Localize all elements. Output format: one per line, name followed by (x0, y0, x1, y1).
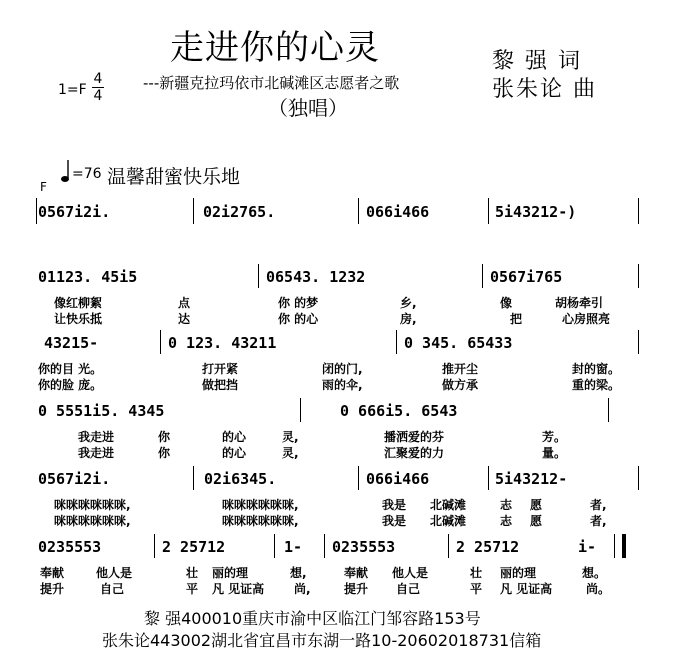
row2-lyric2-c: 你 的心 (278, 312, 319, 326)
row3-lyric2-d: 做方承 (442, 378, 479, 392)
row4-lyric1-c: 的心 (222, 430, 247, 444)
row6-lyric1-f: 奉献 (344, 566, 369, 580)
lyricist-credit: 黎 强 词 (492, 49, 582, 74)
composer-credit: 张朱论 曲 (492, 77, 597, 102)
row5-lyric1-g: 者, (590, 498, 607, 512)
row4-lyric1-f: 芳。 (542, 430, 567, 444)
row5-lyric2-f: 愿 (530, 514, 543, 528)
row5-bar3: 066i466 (366, 470, 430, 488)
row6-bar5: 2 25712 (456, 538, 520, 556)
song-subtitle: ---新疆克拉玛依市北碱滩区志愿者之歌 (143, 74, 400, 92)
row1-bar3: 066i466 (366, 203, 430, 221)
row2-bar3: 0567i765 (490, 268, 563, 286)
row6-lyric1-g: 他人是 (392, 566, 429, 580)
row6-bar6: i- (578, 538, 597, 556)
row6-lyric1-i: 丽的理 (500, 566, 537, 580)
row3-lyric2-a: 你的脸 庞。 (38, 378, 103, 392)
row2-lyric2-e: 把 (510, 312, 523, 326)
f-dynamic-mark: F (40, 180, 47, 194)
time-bottom: 4 (93, 88, 103, 104)
row3-bar1: 43215- (44, 334, 99, 352)
row6-lyric1-h: 壮 (470, 566, 483, 580)
row6-lyric2-c: 平 (186, 582, 199, 596)
row5-bar4: 5i43212- (495, 470, 568, 488)
row6-lyric1-a: 奉献 (40, 566, 65, 580)
row3-bar2: 0 123. 43211 (168, 334, 277, 352)
row5-lyric2-b: 咪咪咪咪咪咪, (222, 514, 299, 528)
row5-bar2: 02i6345. (204, 470, 277, 488)
row2-lyric1-b: 点 (178, 296, 191, 310)
row3-lyric2-c: 雨的伞, (322, 378, 363, 392)
time-top: 4 (93, 71, 103, 87)
performance-type: （独唱） (268, 96, 348, 120)
row5-lyric2-c: 我是 (382, 514, 407, 528)
row5-lyric2-d: 北碱滩 (430, 514, 467, 528)
row6-lyric2-e: 尚, (294, 582, 311, 596)
row6-lyric2-b: 自己 (100, 582, 125, 596)
row6-lyric2-h: 平 (470, 582, 483, 596)
row5-lyric1-d: 北碱滩 (430, 498, 467, 512)
row6-lyric2-a: 提升 (40, 582, 65, 596)
row2-lyric2-f: 心房照亮 (562, 312, 611, 326)
row4-bar1: 0 5551i5. 4345 (38, 402, 165, 420)
row4-lyric1-e: 播洒爱的芬 (384, 430, 445, 444)
lyricist-address: 黎 强400010重庆市渝中区临江门邹容路153号 (144, 609, 481, 628)
row6-bar4: 0235553 (332, 538, 396, 556)
row2-lyric1-e: 像 (500, 296, 513, 310)
row2-lyric2-b: 达 (178, 312, 191, 326)
row6-lyric1-j: 想。 (582, 566, 607, 580)
row5-lyric1-f: 愿 (530, 498, 543, 512)
row6-lyric1-b: 他人是 (96, 566, 133, 580)
row6-lyric1-e: 想, (290, 566, 307, 580)
song-title: 走进你的心灵 (170, 28, 380, 68)
row2-lyric1-f: 胡杨牵引 (555, 296, 604, 310)
quarter-note-icon (60, 158, 70, 184)
row4-lyric1-b: 你 (158, 430, 171, 444)
row6-bar3: 1- (284, 538, 303, 556)
row4-lyric2-c: 的心 (222, 446, 247, 460)
row6-lyric2-f: 提升 (344, 582, 369, 596)
row4-lyric2-b: 你 (158, 446, 171, 460)
row2-bar1: 01123. 45i5 (38, 268, 138, 286)
row3-lyric1-c: 闭的门, (322, 362, 363, 376)
row6-bar2: 2 25712 (162, 538, 226, 556)
row1-bar2: 02i2765. (203, 203, 276, 221)
row2-lyric1-d: 乡, (400, 296, 417, 310)
time-signature (92, 72, 104, 103)
row2-bar2: 06543. 1232 (266, 268, 366, 286)
row6-lyric2-j: 尚。 (586, 582, 611, 596)
row1-bar4: 5i43212-) (495, 203, 577, 221)
row3-lyric2-e: 重的梁。 (572, 378, 621, 392)
row6-lyric2-d: 凡 见证高 (212, 582, 265, 596)
row6-bar1: 0235553 (38, 538, 102, 556)
row4-lyric2-e: 汇聚爱的力 (384, 446, 445, 460)
row6-lyric2-g: 自己 (396, 582, 421, 596)
row5-lyric2-e: 志 (500, 514, 513, 528)
row4-lyric1-a: 我走进 (78, 430, 115, 444)
composer-address: 张朱论443002湖北省宜昌市东湖一路10-20602018731信箱 (102, 631, 542, 650)
tempo-expression: 温馨甜蜜快乐地 (107, 166, 241, 188)
row5-lyric1-e: 志 (500, 498, 513, 512)
row5-lyric2-g: 者, (590, 514, 607, 528)
row3-lyric1-a: 你的目 光。 (38, 362, 103, 376)
row6-lyric2-i: 凡 见证高 (500, 582, 553, 596)
row2-lyric1-a: 像红柳絮 (54, 296, 103, 310)
row4-lyric2-a: 我走进 (78, 446, 115, 460)
row5-lyric1-c: 我是 (382, 498, 407, 512)
row3-lyric2-b: 做把挡 (202, 378, 239, 392)
row5-lyric2-a: 咪咪咪咪咪咪, (54, 514, 131, 528)
row3-bar3: 0 345. 65433 (404, 334, 513, 352)
row4-lyric2-d: 灵, (282, 446, 299, 460)
row2-lyric2-a: 让快乐抵 (54, 312, 103, 326)
row4-lyric2-f: 量。 (542, 446, 567, 460)
row4-lyric1-d: 灵, (282, 430, 299, 444)
row3-lyric1-e: 封的窗。 (572, 362, 621, 376)
row4-bar2: 0 666i5. 6543 (340, 402, 458, 420)
row5-lyric1-a: 咪咪咪咪咪咪, (54, 498, 131, 512)
row6-lyric1-c: 壮 (186, 566, 199, 580)
row1-bar1: 0567i2i. (38, 203, 111, 221)
row2-lyric2-d: 房, (400, 312, 417, 326)
row6-lyric1-d: 丽的理 (212, 566, 249, 580)
key-signature: 1=F (58, 82, 87, 98)
row3-lyric1-d: 推开尘 (442, 362, 479, 376)
row5-bar1: 0567i2i. (38, 470, 111, 488)
row5-lyric1-b: 咪咪咪咪咪咪, (222, 498, 299, 512)
row2-lyric1-c: 你 的梦 (278, 296, 319, 310)
tempo-mark: =76 (72, 166, 102, 182)
row3-lyric1-b: 打开紧 (202, 362, 239, 376)
